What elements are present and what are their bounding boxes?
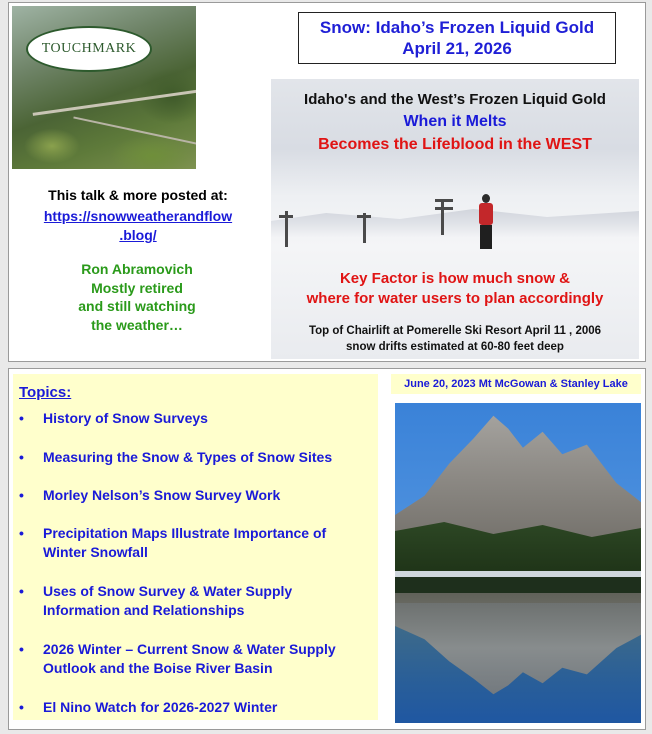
title-slide (8, 2, 646, 362)
bullet: • (19, 487, 24, 503)
sign-board (279, 215, 293, 218)
sign-board (435, 199, 453, 202)
topic-text: Uses of Snow Survey & Water Supply (43, 583, 293, 599)
author-block (39, 260, 235, 334)
sign-board (357, 215, 371, 218)
posted-label: This talk & more posted at: (48, 187, 228, 203)
photo-caption-line-1: Top of Chairlift at Pomerelle Ski Resort April 11 , 2006 (308, 325, 602, 337)
title-line-1: Snow: Idaho’s Frozen Liquid Gold (319, 18, 595, 37)
topic-item (19, 640, 375, 678)
topic-text: Outlook and the Boise River Basin (43, 660, 273, 676)
photo-tagline: Becomes the Lifeblood in the WEST (318, 136, 592, 153)
author-line: Ron Abramovich (81, 261, 193, 277)
bullet: • (19, 449, 24, 465)
topic-text: El Nino Watch for 2026-2027 Winter (43, 699, 278, 715)
title-line-2: April 21, 2026 (402, 39, 512, 58)
author-line: the weather… (91, 316, 183, 333)
topic-text: 2026 Winter – Current Snow & Water Supply (43, 641, 336, 657)
snow-drift-photo (271, 79, 639, 359)
topic-item (19, 582, 375, 620)
blog-link-line-1[interactable]: https://snowweatherandflow (43, 208, 233, 224)
topic-item (19, 409, 375, 428)
person-head (482, 194, 490, 203)
bullet: • (19, 525, 24, 541)
slide-title-box (298, 12, 616, 64)
topic-text: History of Snow Surveys (43, 410, 208, 426)
blog-link-line-2[interactable]: .blog/ (119, 227, 157, 243)
bullet: • (19, 699, 24, 715)
snow-ridge (271, 197, 639, 237)
topic-item (19, 698, 375, 717)
photo-caption-line-2: snow drifts estimated at 60-80 feet deep (346, 341, 564, 353)
author-line: and still watching (78, 298, 196, 314)
bullet: • (19, 583, 24, 599)
topics-slide (8, 368, 646, 730)
bullet: • (19, 641, 24, 657)
sign-board (435, 207, 453, 210)
aerial-road (33, 89, 196, 116)
topics-panel (13, 374, 378, 720)
topics-title: Topics: (19, 384, 72, 401)
topic-text: Measuring the Snow & Types of Snow Sites (43, 449, 333, 465)
topic-item (19, 448, 375, 467)
topic-text: Information and Relationships (43, 602, 245, 618)
aerial-photo (12, 6, 196, 169)
key-factor-line-1: Key Factor is how much snow & (339, 270, 571, 287)
sign-post (441, 199, 444, 235)
topic-item (19, 486, 375, 505)
aerial-road-2 (73, 116, 196, 147)
touchmark-logo (26, 26, 152, 72)
person-legs (480, 225, 492, 249)
author-line: Mostly retired (91, 279, 183, 296)
topic-item (19, 524, 375, 562)
person-jacket (479, 203, 493, 225)
blog-link[interactable] (31, 207, 245, 245)
topic-text: Morley Nelson’s Snow Survey Work (43, 487, 281, 503)
bullet: • (19, 410, 24, 426)
mountain-lake-photo (395, 403, 641, 723)
key-factor-line-2: where for water users to plan accordingly (306, 290, 604, 307)
topic-text: Precipitation Maps Illustrate Importance of (43, 525, 327, 541)
logo-text: TOUCHMARK (41, 41, 137, 56)
photo-heading: Idaho's and the West’s Frozen Liquid Gold (304, 91, 606, 108)
lake-photo-caption: June 20, 2023 Mt McGowan & Stanley Lake (391, 374, 641, 394)
topic-text: Winter Snowfall (43, 544, 148, 560)
photo-subheading: When it Melts (403, 113, 507, 130)
